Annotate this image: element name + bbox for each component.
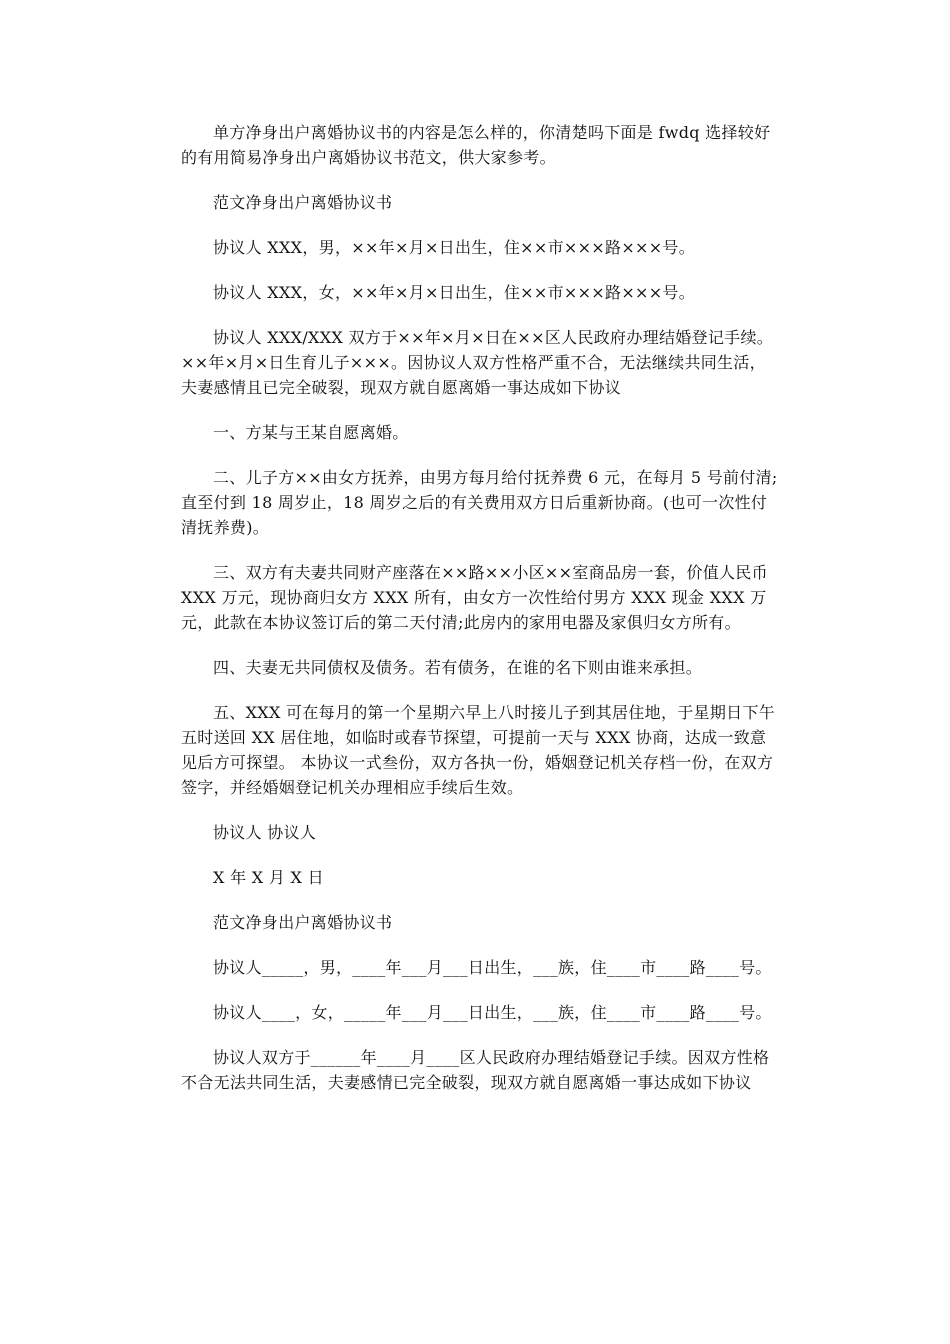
section-title: 范文净身出户离婚协议书: [213, 193, 393, 212]
date-line: X 年 X 月 X 日: [213, 868, 324, 887]
marriage-background-paragraph: 协议人 XXX/XXX 双方于××年×月×日在××区人民政府办理结婚登记手续。××年×月×日生育儿子×××。因协议人双方性格严重不合，无法继续共同生活，夫妻感情且已完全破裂，现双方就自愿离婚一事达成如下协议: [181, 328, 774, 397]
clause-one: 一、方某与王某自愿离婚。: [213, 423, 409, 442]
clause-three: 三、双方有夫妻共同财产座落在××路××小区××室商品房一套，价值人民币 XXX 万元，现协商归女方 XXX 所有，由女方一次性给付男方 XXX 现金 XXX 万元，此款在本协议签订后的第二天付清;此房内的家用电器及家俱归女方所有。: [181, 563, 774, 632]
blank-party-male-line: 协议人_____，男，____年___月___日出生，___族，住____市____路____号。: [213, 958, 772, 977]
section-title-2: 范文净身出户离婚协议书: [213, 913, 393, 932]
blank-marriage-paragraph: 协议人双方于______年____月____区人民政府办理结婚登记手续。因双方性格不合无法共同生活，夫妻感情已完全破裂，现双方就自愿离婚一事达成如下协议: [181, 1048, 770, 1092]
party-female-line: 协议人 XXX，女，××年×月×日出生，住××市×××路×××号。: [213, 283, 696, 302]
party-male-line: 协议人 XXX，男，××年×月×日出生，住××市×××路×××号。: [213, 238, 696, 257]
clause-five: 五、XXX 可在每月的第一个星期六早上八时接儿子到其居住地，于星期日下午五时送回 XX 居住地，如临时或春节探望，可提前一天与 XXX 协商，达成一致意见后方可探望。 本协议一式叁份，双方各执一份，婚姻登记机关存档一份，在双方签字，并经婚姻登记机关办理相应手续后生效。: [181, 703, 776, 797]
clause-two: 二、儿子方××由女方抚养，由男方每月给付抚养费 6 元，在每月 5 号前付清;直至付到 18 周岁止，18 周岁之后的有关费用双方日后重新协商。(也可一次性付清抚养费)。: [181, 468, 778, 537]
blank-party-female-line: 协议人____，女，_____年___月___日出生，___族，住____市____路____号。: [213, 1003, 772, 1022]
intro-paragraph: 单方净身出户离婚协议书的内容是怎么样的，你清楚吗下面是 fwdq 选择较好的有用简易净身出户离婚协议书范文，供大家参考。: [181, 123, 771, 167]
signature-line: 协议人 协议人: [213, 823, 317, 842]
document-body: [181, 120, 781, 1115]
clause-four: 四、夫妻无共同债权及债务。若有债务，在谁的名下则由谁来承担。: [213, 658, 703, 677]
